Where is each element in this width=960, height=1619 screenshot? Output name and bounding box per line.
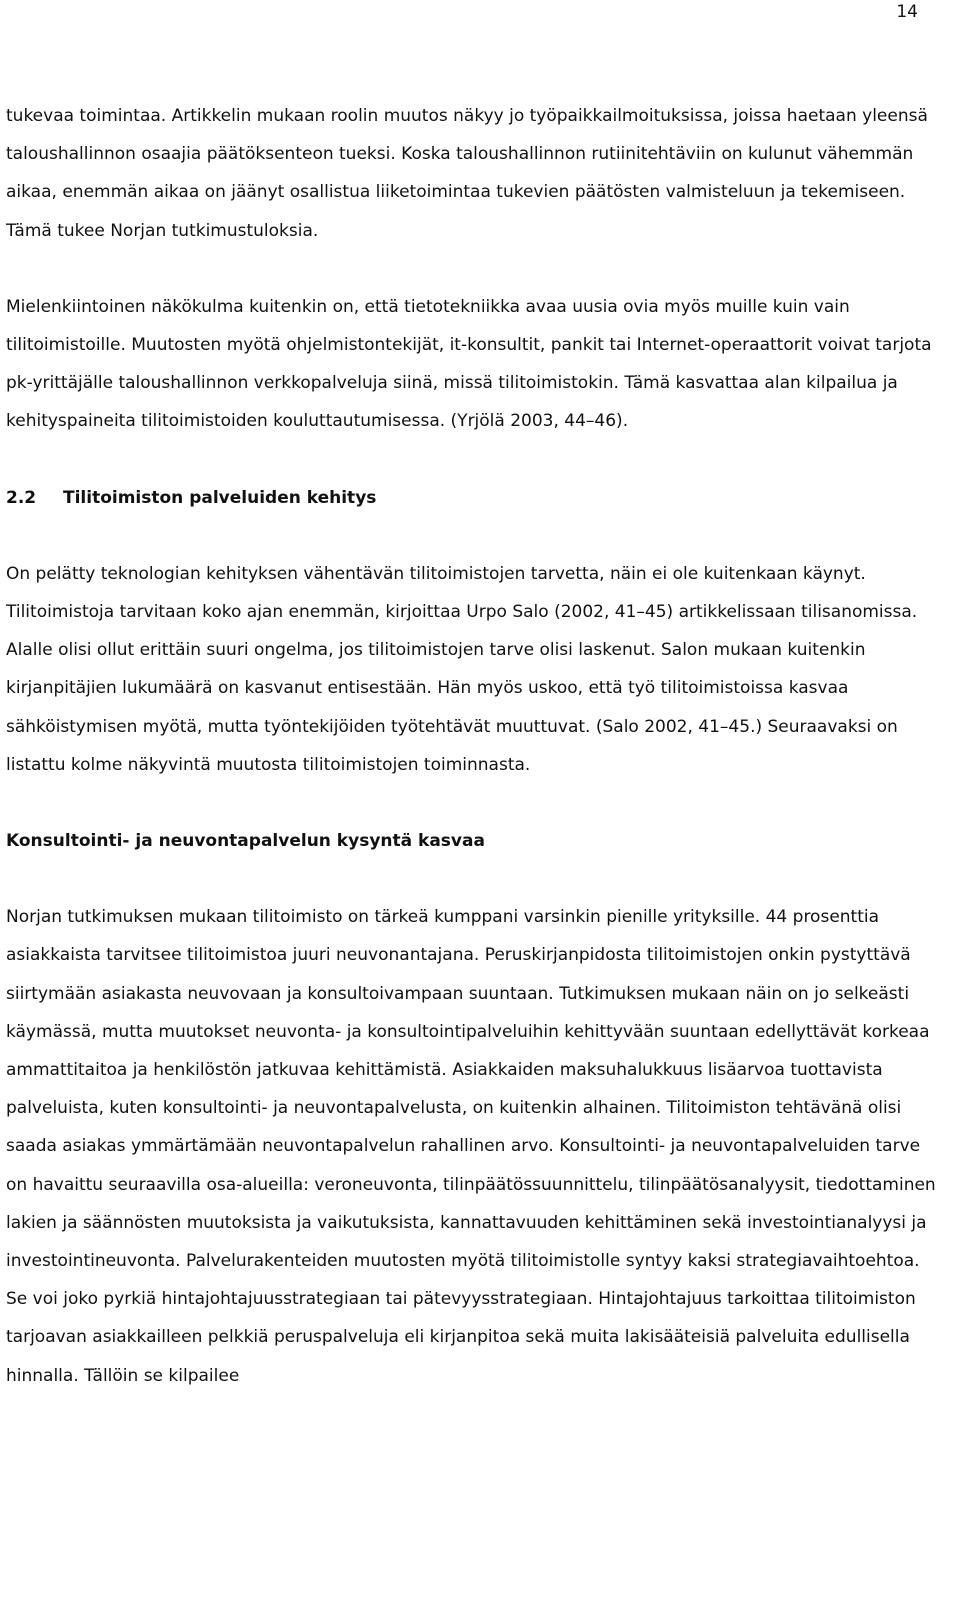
paragraph-1: tukevaa toimintaa. Artikkelin mukaan roolin muutos näkyy jo työpaikkailmoituksissa, joissa haetaan yleensä taloushallinnon osaajia päätöksenteon tueksi. Koska taloushallinnon rutiinitehtäviin on kulunut vähemmän aikaa, enemmän aikaa on jäänyt osallistua liiketoimintaa tukevien päätösten valmisteluun ja tekemiseen. Tämä tukee Norjan tutkimustuloksia. [6, 106, 928, 241]
page-number: 14 [896, 2, 918, 22]
section-number: 2.2 [6, 487, 37, 508]
document-body [6, 97, 940, 1395]
subheading: Konsultointi- ja neuvontapalvelun kysyntä kasvaa [6, 831, 485, 852]
section-title: Tilitoimiston palveluiden kehitys [63, 487, 377, 508]
section-heading [6, 479, 940, 517]
paragraph-2: Mielenkiintoinen näkökulma kuitenkin on, että tietotekniikka avaa uusia ovia myös muille kuin vain tilitoimistoille. Muutosten myötä ohjelmistontekijät, it-konsultit, pankit tai Internet-operaattorit voivat tarjota pk-yrittäjälle taloushallinnon verkkopalveluja siinä, missä tilitoimistokin. Tämä kasvattaa alan kilpailua ja kehityspaineita tilitoimistoiden kouluttautumisessa. (Yrjölä 2003, 44–46). [6, 296, 932, 432]
paragraph-4: Norjan tutkimuksen mukaan tilitoimisto on tärkeä kumppani varsinkin pienille yrityksille. 44 prosenttia asiakkaista tarvitsee tilitoimistoa juuri neuvonantajana. Peruskirjanpidosta tilitoimistojen onkin pystyttävä siirtymään asiakasta neuvovaan ja konsultoivampaan suuntaan. Tutkimuksen mukaan näin on jo selkeästi käymässä, mutta muutokset neuvonta- ja konsultointipalveluihin kehittyvään suuntaan edellyttävät korkeaa ammattitaitoa ja henkilöstön jatkuvaa kehittämistä. Asiakkaiden maksuhalukkuus lisäarvoa tuottavista palveluista, kuten konsultointi- ja neuvontapalvelusta, on kuitenkin alhainen. Tilitoimiston tehtävänä olisi saada asiakas ymmärtämään neuvontapalvelun rahallinen arvo. Konsultointi- ja neuvontapalveluiden tarve on havaittu seuraavilla osa-alueilla: veroneuvonta, tilinpäätössuunnittelu, tilinpäätösanalyysit, tiedottaminen lakien ja säännösten muutoksista ja vaikutuksista, kannattavuuden kehittäminen sekä investointianalyysi ja investointineuvonta. Palvelurakenteiden muutosten myötä tilitoimistolle syntyy kaksi strategiavaihtoehtoa. Se voi joko pyrkiä hintajohtajuusstrategiaan tai pätevyysstrategiaan. Hintajohtajuus tarkoittaa tilitoimiston tarjoavan asiakkailleen pelkkiä peruspalveluja eli kirjanpitoa sekä muita lakisääteisiä palveluita edullisella hinnalla. Tällöin se kilpailee [6, 907, 936, 1386]
paragraph-3: On pelätty teknologian kehityksen vähentävän tilitoimistojen tarvetta, näin ei ole kuitenkaan käynyt. Tilitoimistoja tarvitaan koko ajan enemmän, kirjoittaa Urpo Salo (2002, 41–45) artikkelissaan tilisanomissa. Alalle olisi ollut erittäin suuri ongelma, jos tilitoimistojen tarve olisi laskenut. Salon mukaan kuitenkin kirjanpitäjien lukumäärä on kasvanut entisestään. Hän myös uskoo, että työ tilitoimistoissa kasvaa sähköistymisen myötä, mutta työntekijöiden työtehtävät muuttuvat. (Salo 2002, 41–45.) Seuraavaksi on listattu kolme näkyvintä muutosta tilitoimistojen toiminnasta. [6, 563, 918, 775]
